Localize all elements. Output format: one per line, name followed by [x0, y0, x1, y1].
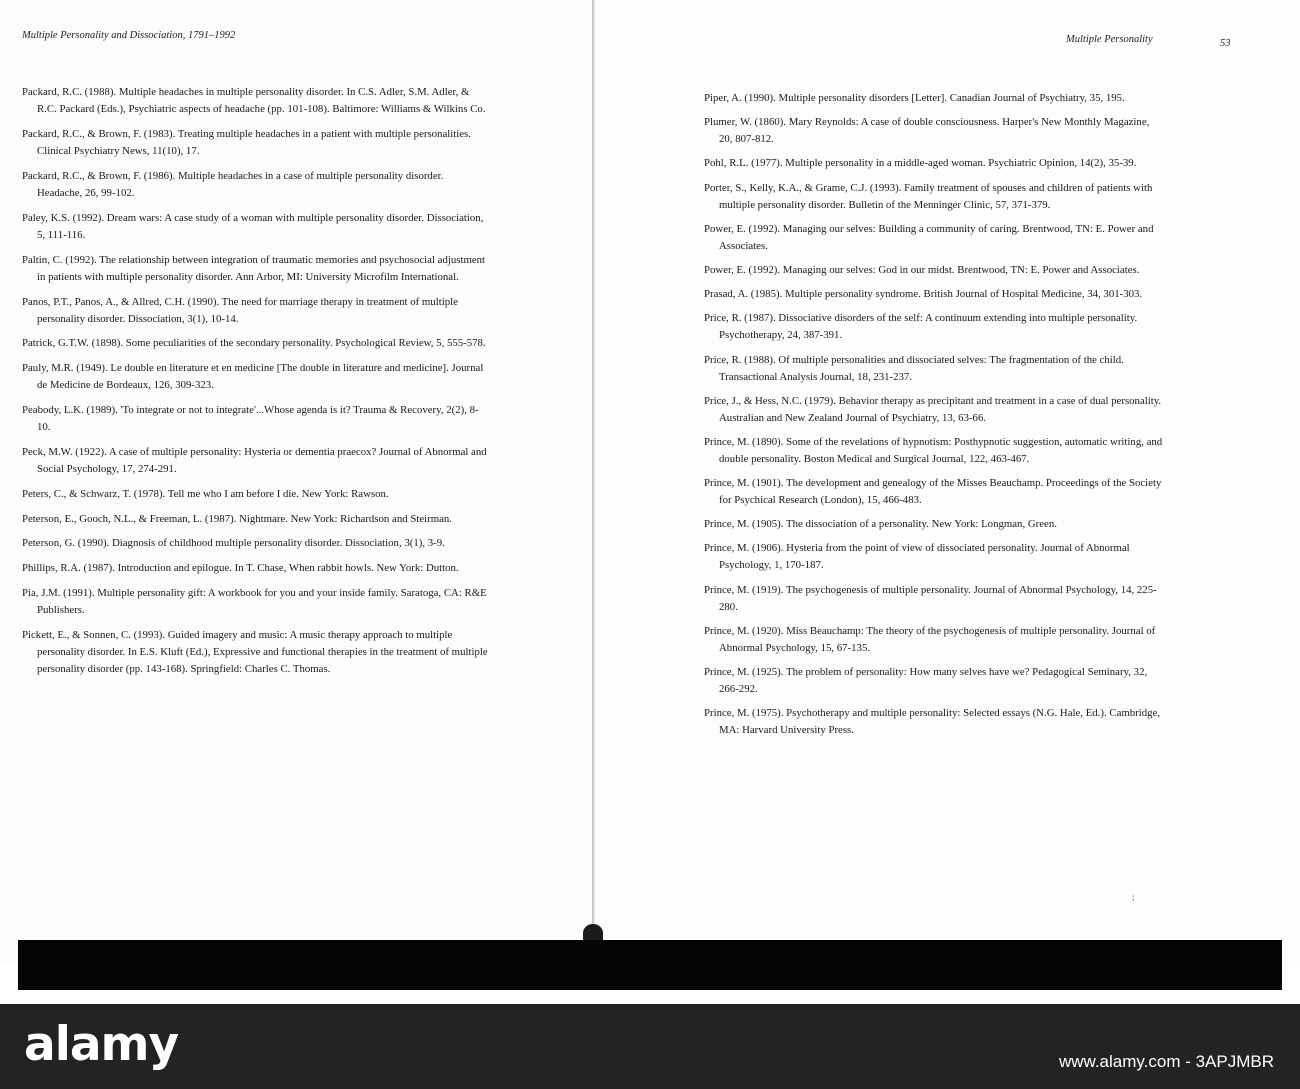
reference-entry: Pia, J.M. (1991). Multiple personality gift: A workbook for you and your inside family. Saratoga, CA: R&E Publishers.: [22, 586, 487, 616]
reference-entry: Prince, M. (1905). The dissociation of a personality. New York: Longman, Green.: [704, 518, 1057, 531]
reference-entry: Peterson, G. (1990). Diagnosis of childhood multiple personality disorder. Dissociation, 3(1), 3-9.: [22, 537, 445, 550]
reference-entry: Power, E. (1992). Managing our selves: Building a community of caring. Brentwood, TN: E. Power and Associates.: [704, 222, 1154, 252]
reference-entry: Packard, R.C., & Brown, F. (1983). Treating multiple headaches in a patient with multiple personalities. Clinical Psychiatry News, 11(10), 17.: [22, 127, 471, 158]
reference-entry: Prince, M. (1890). Some of the revelations of hypnotism: Posthypnotic suggestion, automatic writing, and double personality. Boston Medical and Surgical Journal, 122, 463-467.: [704, 435, 1163, 465]
book-gutter: [592, 0, 595, 940]
reference-entry: Paley, K.S. (1992). Dream wars: A case study of a woman with multiple personality disorder. Dissociation, 5, 111-116.: [22, 211, 484, 241]
scan-edge-band: [18, 940, 1282, 990]
reference-entry: Price, R. (1987). Dissociative disorders of the self: A continuum extending into multiple personality. Psychotherapy, 24, 387-391.: [704, 312, 1138, 342]
left-running-head: Multiple Personality and Dissociation, 1791–1992: [22, 30, 236, 41]
reference-entry: Pohl, R.L. (1977). Multiple personality in a middle-aged woman. Psychiatric Opinion, 14(2), 35-39.: [704, 157, 1137, 170]
reference-entry: Piper, A. (1990). Multiple personality disorders [Letter]. Canadian Journal of Psychiatry, 35, 195.: [704, 92, 1125, 104]
reference-entry: Pauly, M.R. (1949). Le double en literature et en medicine [The double in literature and medicine]. Journal de Medicine de Bordeaux, 126, 309-323.: [22, 362, 484, 392]
stray-mark: ;: [1132, 892, 1135, 902]
watermark-footer: [0, 1004, 1300, 1089]
reference-entry: Packard, R.C., & Brown, F. (1986). Multiple headaches in a case of multiple personality disorder. Headache, 26, 99-102.: [22, 169, 444, 200]
reference-entry: Prince, M. (1925). The problem of personality: How many selves have we? Pedagogical Seminary, 32, 266-292.: [704, 666, 1148, 695]
reference-entry: Power, E. (1992). Managing our selves: God in our midst. Brentwood, TN: E. Power and Associates.: [704, 263, 1140, 276]
page-number: 53: [1220, 38, 1231, 49]
watermark-image-id: www.alamy.com - 3APJMBR: [1058, 1052, 1274, 1071]
reference-entry: Patrick, G.T.W. (1898). Some peculiarities of the secondary personality. Psychological Review, 5, 555-578.: [22, 337, 486, 350]
reference-entry: Phillips, R.A. (1987). Introduction and epilogue. In T. Chase, When rabbit howls. New York: Dutton.: [22, 561, 459, 574]
reference-entry: Peterson, E., Gooch, N.L., & Freeman, L. (1987). Nightmare. New York: Richardson and Steirman.: [22, 512, 452, 525]
reference-entry: Peters, C., & Schwarz, T. (1978). Tell me who I am before I die. New York: Rawson.: [22, 487, 389, 500]
reference-entry: Price, J., & Hess, N.C. (1979). Behavior therapy as precipitant and treatment in a case of dual personality. Australian and New Zealand Journal of Psychiatry, 13, 63-66.: [704, 394, 1162, 424]
reference-entry: Panos, P.T., Panos, A., & Allred, C.H. (1990). The need for marriage therapy in treatment of multiple personality disorder. Dissociation, 3(1), 10-14.: [22, 295, 458, 325]
reference-entry: Packard, R.C. (1988). Multiple headaches in multiple personality disorder. In C.S. Adler, S.M. Adler, & R.C. Packard (Eds.), Psychiatric aspects of headache (pp. 101-108). Baltimore: Williams & Wilkins Co.: [22, 86, 486, 116]
right-page: [594, 0, 1300, 965]
reference-entry: Prince, M. (1975). Psychotherapy and multiple personality: Selected essays (N.G. Hale, Ed.). Cambridge, MA: Harvard University Press.: [704, 707, 1161, 737]
reference-entry: Plumer, W. (1860). Mary Reynolds: A case of double consciousness. Harper's New Monthly Magazine, 20, 807-812.: [704, 116, 1150, 146]
reference-entry: Prince, M. (1919). The psychogenesis of multiple personality. Journal of Abnormal Psychology, 14, 225-280.: [704, 583, 1157, 613]
reference-entry: Porter, S., Kelly, K.A., & Grame, C.J. (1993). Family treatment of spouses and children of patients with multiple personality disorder. Bulletin of the Menninger Clinic, 57, 371-379.: [704, 181, 1153, 211]
right-running-head: Multiple Personality: [1066, 34, 1153, 45]
left-page: [0, 0, 594, 965]
left-reference-list: [22, 84, 488, 686]
reference-entry: Pickett, E., & Sonnen, C. (1993). Guided imagery and music: A music therapy approach to multiple personality disorder. In E.S. Kluft (Ed.), Expressive and functional therapies in the treatment of multiple personality disorder (pp. 143-168). Springfield: Charles C. Thomas.: [22, 628, 488, 675]
reference-entry: Prince, M. (1906). Hysteria from the point of view of dissociated personality. Journal of Abnormal Psychology, 1, 170-187.: [704, 542, 1130, 572]
reference-entry: Prince, M. (1920). Miss Beauchamp: The theory of the psychogenesis of multiple personality. Journal of Abnormal Psychology, 15, 67-135.: [704, 624, 1156, 654]
watermark-logo: alamy: [24, 1017, 179, 1072]
reference-entry: Paltin, C. (1992). The relationship between integration of traumatic memories and psychosocial adjustment in patients with multiple personality disorder. Ann Arbor, MI: University Microfilm International.: [22, 253, 486, 283]
right-reference-list: [704, 90, 1164, 746]
reference-entry: Prince, M. (1901). The development and genealogy of the Misses Beauchamp. Proceedings of the Society for Psychical Research (London), 15, 466-483.: [704, 477, 1162, 507]
reference-entry: Price, R. (1988). Of multiple personalities and dissociated selves: The fragmentation of the child. Transactional Analysis Journal, 18, 231-237.: [704, 353, 1124, 383]
reference-entry: Prasad, A. (1985). Multiple personality syndrome. British Journal of Hospital Medicine, 34, 301-303.: [704, 288, 1143, 301]
reference-entry: Peabody, L.K. (1989). 'To integrate or not to integrate'...Whose agenda is it? Trauma & Recovery, 2(2), 8-10.: [22, 404, 479, 434]
reference-entry: Peck, M.W. (1922). A case of multiple personality: Hysteria or dementia praecox? Journal of Abnormal and Social Psychology, 17, 274-291.: [22, 445, 487, 476]
